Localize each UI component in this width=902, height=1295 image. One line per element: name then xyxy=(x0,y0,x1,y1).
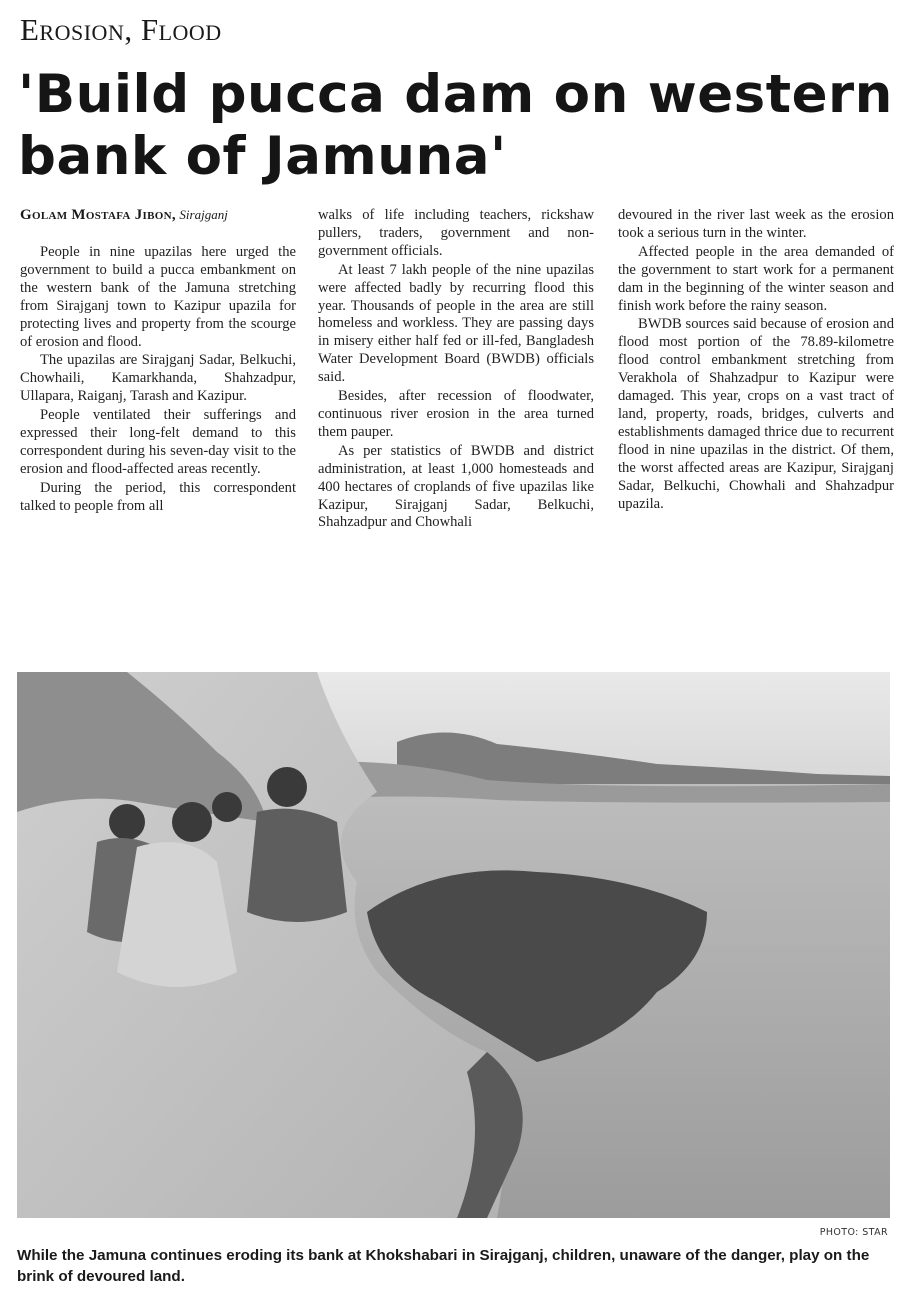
paragraph: During the period, this correspondent talked to people from all xyxy=(20,479,296,514)
article-column-2 xyxy=(318,207,594,533)
paragraph: At least 7 lakh people of the nine upazilas were affected badly by recurring flood this year. Thousands of people in the area are still homeless and workless. They are passing days in misery either half fed or ill-fed, Bangladesh Water Development Board (BWDB) officials said. xyxy=(318,261,594,386)
paragraph: walks of life including teachers, rickshaw pullers, traders, government and non-government officials. xyxy=(318,207,594,259)
paragraph: As per statistics of BWDB and district administration, at least 1,000 homesteads and 400 hectares of croplands of five upazilas like Kazipur, Sirajganj Sadar, Belkuchi, Shahzadpur and Chowhali xyxy=(318,442,594,531)
paragraph: The upazilas are Sirajganj Sadar, Belkuchi, Chowhaili, Kamarkhanda, Shahzadpur, Ullapara, Raiganj, Tarash and Kazipur. xyxy=(20,352,296,405)
kicker: Erosion, Flood xyxy=(20,12,222,47)
paragraph: devoured in the river last week as the erosion took a serious turn in the winter. xyxy=(618,207,894,241)
byline-author: Golam Mostafa Jibon, xyxy=(20,207,176,223)
paragraph: Affected people in the area demanded of the government to start work for a permanent dam in the beginning of the winter season and finish work before the rainy season. xyxy=(618,243,894,314)
paragraph: People in nine upazilas here urged the government to build a pucca embankment on the western bank of the Jamuna stretching from Sirajganj town to Kazipur upazila for protecting lives and property from the scourge of erosion and flood. xyxy=(20,244,296,350)
article-column-1 xyxy=(20,244,296,517)
byline-location: Sirajganj xyxy=(179,207,228,222)
article-column-3 xyxy=(618,207,894,514)
paragraph: People ventilated their sufferings and expressed their long-felt demand to this correspondent during his seven-day visit to the erosion and flood-affected areas recently. xyxy=(20,407,296,477)
news-photo xyxy=(17,672,890,1218)
photo-credit: PHOTO: STAR xyxy=(819,1227,888,1238)
photo-caption: While the Jamuna continues eroding its bank at Khokshabari in Sirajganj, children, unaware of the danger, play on the brink of devoured land. xyxy=(17,1247,870,1285)
headline: 'Build pucca dam on western bank of Jamuna' xyxy=(18,64,893,187)
byline xyxy=(20,207,310,224)
paragraph: BWDB sources said because of erosion and flood most portion of the 78.89-kilometre flood control embankment stretching from Verakhola of Shahzadpur to Kazipur were damaged. This year, crops on a vast tract of land, property, roads, bridges, culverts and establishments damaged thrice due to recurrent flood in nine upazilas in the district. Of them, the worst affected areas are Kazipur, Sirajganj Sadar, Belkuchi, Chowhali and Shahzadpur upazila. xyxy=(618,316,894,512)
riverbank-photo-illustration xyxy=(17,672,890,1218)
paragraph: Besides, after recession of floodwater, continuous river erosion in the area turned them pauper. xyxy=(318,388,594,440)
